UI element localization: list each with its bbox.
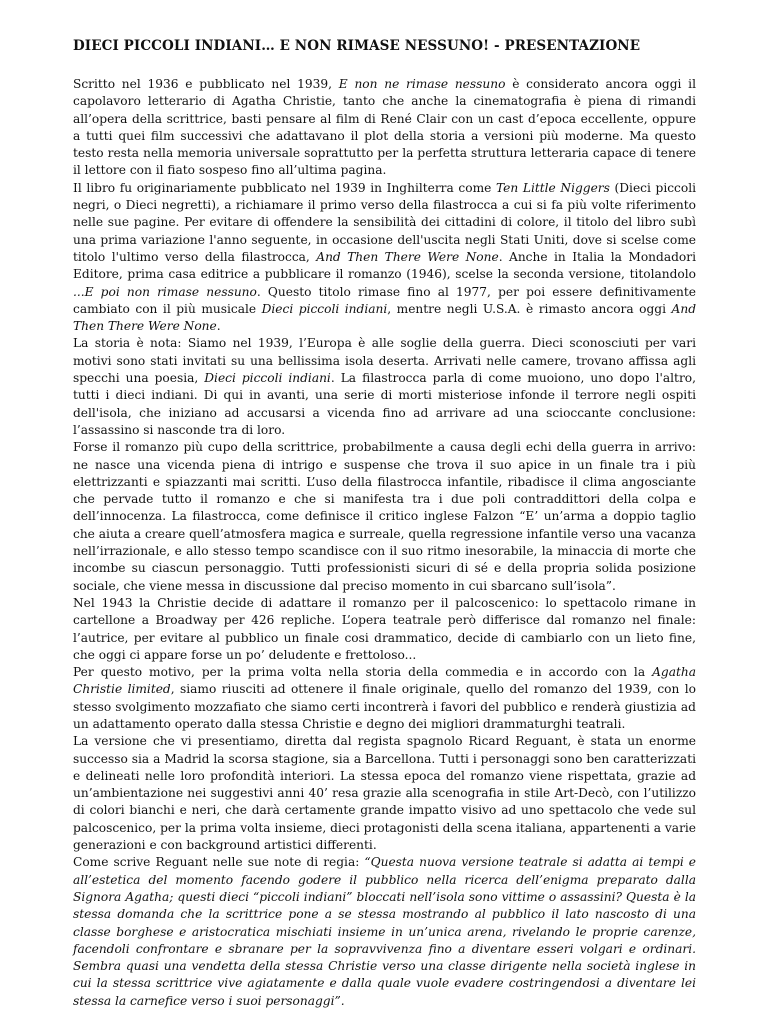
text-run: . Anche in Italia la Mondadori Editore, prima casa editrice a pubblicare il romanzo (1946), scelse la seconda versione, titolandolo (73, 249, 696, 282)
paragraph (73, 76, 696, 180)
text-run: Nel 1943 la Christie decide di adattare il romanzo per il palcoscenico: lo spettacolo rimane in cartellone a Broadway per 426 repliche. L’opera teatrale però differisce dal romanzo nel finale: l’autrice, per evitare al pubblico un finale cosi drammatico, decide di cambiarlo con un lieto fine, che oggi ci appare forse un po’ deludente e frettoloso... (73, 595, 696, 662)
paragraph (73, 733, 696, 854)
text-run: . (216, 319, 221, 334)
text-run: Come scrive Reguant nelle sue note di regia: (73, 855, 365, 870)
italic-text: Dieci piccoli indiani (204, 371, 331, 386)
text-run: . La filastrocca parla di come muoiono, uno dopo l'altro, tutti i dieci indiani. Di qui in avanti, una serie di morti misteriose infonde il terrore negli ospiti dell'isola, che iniziano ad accusarsi a vicenda fino ad arrivare ad una scioccante conclusione: l’assassino si nasconde tra di loro. (73, 371, 696, 437)
italic-text: Ten Little Niggers (495, 180, 610, 195)
text-run: Il libro fu originariamente pubblicato nel 1939 in Inghilterra come (73, 180, 496, 195)
text-run: La storia è nota: Siamo nel 1939, l’Europa è alle soglie della guerra. Dieci sconosciuti per vari motivi sono stati invitati su una bellissima isola deserta. Arrivati nelle camere, trovano affissa agli specchi una poesia, (73, 336, 696, 386)
text-run: Forse il romanzo più cupo della scrittrice, probabilmente a causa degli echi della guerra in arrivo: ne nasce una vicenda piena di intrigo e suspense che trova il suo apice in un finale tra i più elettrizzanti e spiazzanti mai scritti. L’uso della filastrocca infantile, ribadisce il clima angosciante che pervade tutto il romanzo e che si manifesta tra i due poli contraddittori della colpa e dell’innocenza. La filastrocca, come definisce il critico inglese Falzon “E’ un’arma a doppio taglio che aiuta a creare quell’atmosfera magica e surreale, quella regressione infantile verso una vacanza nell’irrazionale, e allo stesso tempo scandisce con il suo ritmo inesorabile, la minaccia di morte che incombe su ciascun personaggio. Tutti professionisti sicuri di sé e della propria solida posizione sociale, che viene messa in discussione dal preciso momento in cui sbarcano sull’isola”. (73, 440, 696, 593)
text-run: Per questo motivo, per la prima volta nella storia della commedia e in accordo con la (73, 665, 653, 680)
paragraph (73, 595, 696, 664)
text-run: . Questo titolo rimase fino al 1977, per poi essere definitivamente cambiato con il più musicale (73, 284, 696, 316)
paragraph (73, 180, 696, 336)
document-title: DIECI PICCOLI INDIANI… E NON RIMASE NESSUNO! - PRESENTAZIONE (73, 38, 641, 54)
italic-text: And Then There Were None (316, 249, 499, 264)
paragraph (73, 439, 696, 595)
italic-text: Dieci piccoli indiani (261, 301, 388, 316)
text-run: , siamo riusciti ad ottenere il finale originale, quello del romanzo del 1939, con lo stesso svolgimento mozzafiato che siamo certi incontrerà i favori del pubblico e renderà giustizia ad un adattamento operato dalla stessa Christie e degno dei migliori drammaturghi teatrali. (73, 682, 696, 731)
paragraph (73, 854, 696, 1010)
text-run: La versione che vi presentiamo, diretta dal regista spagnolo Ricard Reguant, è stata un enorme successo sia a Madrid la scorsa stagione, sia a Barcellona. Tutti i personaggi sono ben caratterizzati e delineati nelle loro profondità interiori. La stessa epoca del romanzo viene rispettata, grazie ad un’ambientazione nei suggestivi anni 40’ resa grazie alla scenografia in stile Art-Decò, con l’utilizzo di colori bianchi e neri, che darà certamente grande impatto visivo ad uno spettacolo che vede sul palcoscenico, per la prima volta insieme, dieci protagonisti della scena italiana, appartenenti a varie generazioni e con background artistici differenti. (73, 734, 696, 853)
italic-text: Agatha Christie limited (73, 665, 696, 697)
text-run: è considerato ancora oggi il capolavoro letterario di Agatha Christie, tanto che anche la cinematografia è piena di rimandi all’opera della scrittrice, basti pensare al film di René Clair con un cast d’epoca eccellente, oppure a tutti quei film successivi che adattavano il plot della storia a versioni più moderne. Ma questo testo resta nella memoria universale soprattutto per la perfetta struttura letteraria capace di tenere il lettore con il fiato sospeso fino all’ultima pagina. (73, 77, 696, 178)
italic-text: And Then There Were None (73, 301, 696, 334)
italic-text: E non ne rimase nessuno (338, 77, 506, 91)
italic-text: ...E poi non rimase nessuno (73, 284, 257, 299)
paragraph (73, 335, 696, 439)
text-run: Scritto nel 1936 e pubblicato nel 1939, (73, 77, 339, 91)
paragraph (73, 664, 696, 733)
italic-text: “Questa nuova versione teatrale si adatta ai tempi e all’estetica del momento facendo godere il pubblico nella ricerca dell’enigma preparato dalla Signora Agatha; questi dieci “piccoli indiani” bloccati nell’isola sono vittime o assassini? Questa è la stessa domanda che la scrittrice pone a se stessa mostrando al pubblico il lato nascosto di una classe borghese e aristocratica mischiati insieme in un’unica arena, rivelando le proprie carenze, facendoli confrontare e sbranare per la sopravvivenza fino a diventare esseri volgari e ordinari. Sembra quasi una vendetta della stessa Christie verso una classe dirigente nella società inglese in cui la stessa scrittrice vive agiatamente e dalla quale vuole evadere costringendosi a diventare lei stessa la carnefice verso i suoi personaggi”. (73, 855, 696, 1008)
text-run: (Dieci piccoli negri, o Dieci negretti), a richiamare il primo verso della filastrocca a cui si fa più volte riferimento nelle sue pagine. Per evitare di offendere la sensibilità dei cittadini di colore, il titolo del libro subì una prima variazione l'anno seguente, in occasione dell'uscita negli Stati Uniti, dove si scelse come titolo l'ultimo verso della filastrocca, (73, 180, 696, 264)
text-run: , mentre negli U.S.A. è rimasto ancora oggi (387, 301, 672, 316)
document-body (73, 76, 696, 1010)
